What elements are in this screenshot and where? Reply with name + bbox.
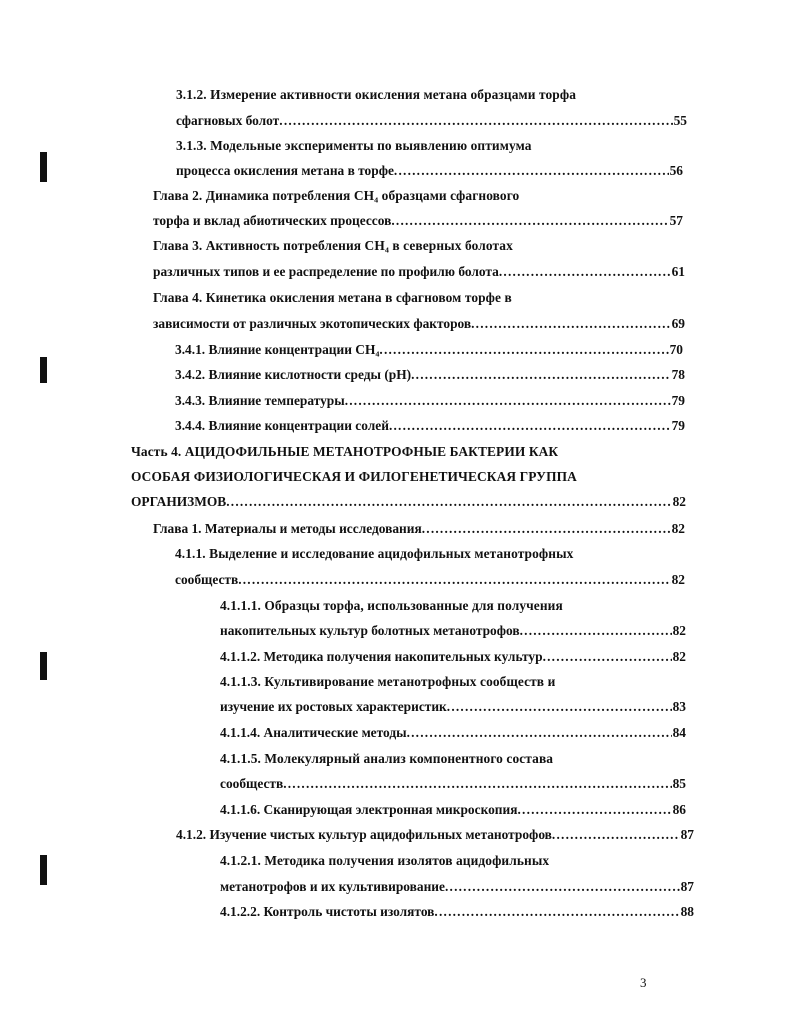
toc-entry-title: сфагновых болот bbox=[176, 113, 280, 128]
toc-leader-dots bbox=[411, 366, 671, 384]
toc-page-number: 82 bbox=[671, 521, 685, 536]
toc-leader-dots bbox=[499, 263, 671, 281]
toc-leader-dots bbox=[447, 698, 672, 716]
toc-entry bbox=[175, 366, 685, 384]
scan-binding-mark bbox=[40, 152, 47, 182]
toc-leader-dots bbox=[391, 212, 668, 230]
toc-entry-line: Глава 3. Активность потребления CH₄ в северных болотах bbox=[153, 238, 513, 253]
toc-entry-line: Глава 4. Кинетика окисления метана в сфагновом торфе в bbox=[153, 290, 512, 305]
toc-entry-title: сообществ bbox=[220, 776, 284, 791]
toc-entry-line: 4.1.1.5. Молекулярный анализ компонентного состава bbox=[220, 751, 554, 766]
toc-leader-dots bbox=[407, 724, 672, 742]
toc-page-number: 70 bbox=[669, 342, 683, 357]
toc-page-number: 56 bbox=[669, 163, 683, 178]
toc-page-number: 84 bbox=[672, 725, 686, 740]
toc-entry-title: 3.4.1. Влияние концентрации CH₄ bbox=[175, 342, 380, 357]
toc-page-number: 82 bbox=[671, 572, 685, 587]
toc-entry-line: Глава 2. Динамика потребления CH₄ образцами сфагнового bbox=[153, 188, 520, 203]
toc-leader-dots bbox=[422, 520, 671, 538]
toc-entry bbox=[153, 520, 685, 538]
toc-leader-dots bbox=[471, 315, 670, 333]
toc-entry-title: 4.1.1.4. Аналитические методы bbox=[220, 725, 407, 740]
toc-entry-title: метанотрофов и их культивирование bbox=[220, 879, 445, 894]
toc-entry bbox=[220, 801, 686, 819]
toc-entry-title: изучение их ростовых характеристик bbox=[220, 699, 447, 714]
toc-entry bbox=[176, 162, 683, 180]
toc-entry-title: процесса окисления метана в торфе bbox=[176, 163, 394, 178]
toc-entry bbox=[153, 315, 685, 333]
toc-entry-title: 3.4.4. Влияние концентрации солей bbox=[175, 418, 389, 433]
toc-page-number: 85 bbox=[672, 776, 686, 791]
toc-entry bbox=[175, 417, 685, 435]
toc-page-number: 79 bbox=[671, 393, 685, 408]
toc-entry bbox=[220, 622, 686, 640]
toc-leader-dots bbox=[517, 801, 671, 819]
toc-entry bbox=[176, 826, 694, 844]
toc-entry-title: сообществ bbox=[175, 572, 239, 587]
toc-entry-title: 4.1.2. Изучение чистых культур ацидофильных метанотрофов bbox=[176, 827, 552, 842]
toc-entry bbox=[220, 878, 694, 896]
toc-leader-dots bbox=[226, 493, 671, 511]
toc-leader-dots bbox=[394, 162, 669, 180]
toc-entry-line: 4.1.1.3. Культивирование метанотрофных сообществ и bbox=[220, 674, 556, 689]
toc-leader-dots bbox=[283, 775, 671, 793]
toc-entry bbox=[220, 775, 686, 793]
toc-page-number: 87 bbox=[680, 879, 694, 894]
toc-page-number: 82 bbox=[672, 494, 686, 509]
toc-entry bbox=[220, 648, 686, 666]
toc-entry bbox=[220, 724, 686, 742]
toc-leader-dots bbox=[345, 392, 671, 410]
toc-page-number: 83 bbox=[672, 699, 686, 714]
toc-entry-line: 3.1.2. Измерение активности окисления метана образцами торфа bbox=[176, 87, 577, 102]
scan-binding-mark bbox=[40, 855, 47, 885]
toc-leader-dots bbox=[543, 648, 672, 666]
toc-entry-line: 4.1.2.1. Методика получения изолятов ацидофильных bbox=[220, 853, 550, 868]
toc-leader-dots bbox=[279, 112, 672, 130]
toc-page-number: 82 bbox=[672, 623, 686, 638]
scan-binding-mark bbox=[40, 357, 47, 383]
toc-entry bbox=[153, 263, 685, 281]
toc-entry-line: Часть 4. АЦИДОФИЛЬНЫЕ МЕТАНОТРОФНЫЕ БАКТЕРИИ КАК bbox=[131, 444, 559, 459]
toc-leader-dots bbox=[389, 417, 671, 435]
toc-entry bbox=[131, 493, 686, 511]
toc-entry bbox=[220, 698, 686, 716]
scan-binding-mark bbox=[40, 652, 47, 680]
toc-page-number: 87 bbox=[680, 827, 694, 842]
toc-entry bbox=[175, 571, 685, 589]
toc-entry-title: ОРГАНИЗМОВ bbox=[131, 494, 227, 509]
toc-leader-dots bbox=[238, 571, 670, 589]
toc-entry-title: различных типов и ее распределение по профилю болота bbox=[153, 264, 499, 279]
toc-entry-title: 3.4.2. Влияние кислотности среды (pH) bbox=[175, 367, 412, 382]
toc-entry-title: зависимости от различных экотопических факторов bbox=[153, 316, 472, 331]
toc-page-number: 78 bbox=[671, 367, 685, 382]
toc-entry-line: 3.1.3. Модельные эксперименты по выявлению оптимума bbox=[176, 138, 532, 153]
toc-page-number: 61 bbox=[671, 264, 685, 279]
toc-page-number: 88 bbox=[680, 904, 694, 919]
toc-entry bbox=[175, 341, 683, 359]
toc-entry-title: торфа и вклад абиотических процессов bbox=[153, 213, 392, 228]
toc-entry-title: Глава 1. Материалы и методы исследования bbox=[153, 521, 422, 536]
toc-entry-title: 4.1.2.2. Контроль чистоты изолятов bbox=[220, 904, 435, 919]
toc-page-number: 86 bbox=[672, 802, 686, 817]
toc-entry bbox=[176, 112, 687, 130]
toc-leader-dots bbox=[445, 878, 680, 896]
page-number: 3 bbox=[640, 975, 647, 990]
toc-leader-dots bbox=[552, 826, 680, 844]
toc-entry-title: 4.1.1.6. Сканирующая электронная микроскопия bbox=[220, 802, 518, 817]
toc-page-number: 57 bbox=[669, 213, 683, 228]
toc-page-number: 82 bbox=[672, 649, 686, 664]
toc-entry-line: 4.1.1. Выделение и исследование ацидофильных метанотрофных bbox=[175, 546, 574, 561]
toc-leader-dots bbox=[520, 622, 672, 640]
toc-entry-title: накопительных культур болотных метанотрофов bbox=[220, 623, 520, 638]
toc-entry bbox=[153, 212, 683, 230]
toc-entry-line: 4.1.1.1. Образцы торфа, использованные для получения bbox=[220, 598, 563, 613]
toc-leader-dots bbox=[379, 341, 668, 359]
toc-entry bbox=[175, 392, 685, 410]
toc-page-number: 69 bbox=[671, 316, 685, 331]
toc-entry-title: 3.4.3. Влияние температуры bbox=[175, 393, 345, 408]
toc-page-number: 79 bbox=[671, 418, 685, 433]
toc-page-number: 55 bbox=[673, 113, 687, 128]
toc-entry-line: ОСОБАЯ ФИЗИОЛОГИЧЕСКАЯ И ФИЛОГЕНЕТИЧЕСКАЯ ГРУППА bbox=[131, 469, 577, 484]
toc-leader-dots bbox=[434, 903, 679, 921]
toc-entry-title: 4.1.1.2. Методика получения накопительных культур bbox=[220, 649, 543, 664]
toc-entry bbox=[220, 903, 694, 921]
